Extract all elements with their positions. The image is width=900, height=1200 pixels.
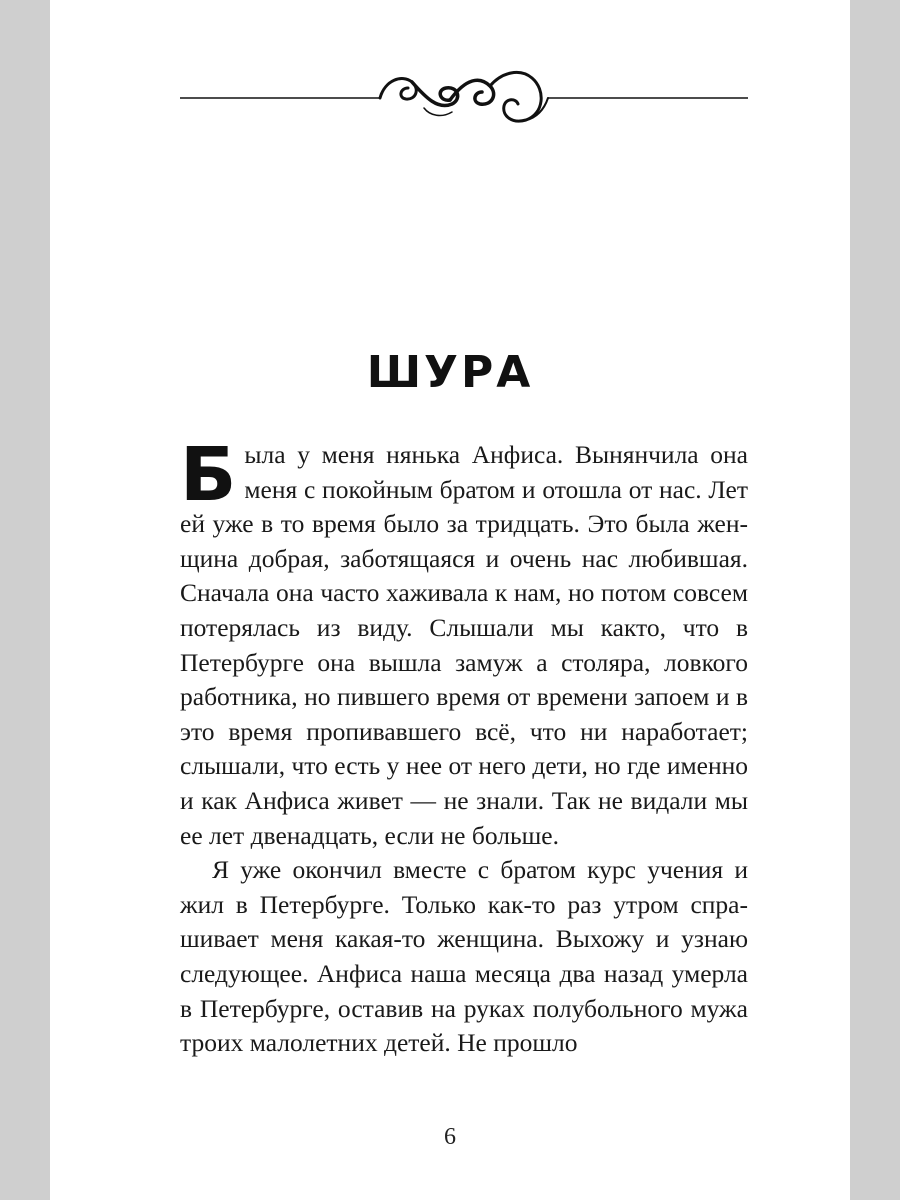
paragraph-2: Я уже окончил вместе с братом курс учения и жил в Петербурге. Только как-то раз утром спрашивает меня какая-то женщина. Выхожу и узнаю следующее. Анфиса наша месяца два назад умерла в Петербурге, оставив на руках полубольного мужа троих малолетних детей. Не прошло [180, 855, 748, 1058]
paragraph-1-text: ыла у меня нянька Анфиса. Вынянчила она меня с покойным братом и отошла от нас. Лет ей уже в то время было за тридцать. Это была женщина добрая, заботящаяся и очень нас любившая. Сначала она часто хаживала к нам, но потом совсем потерялась из виду. Слышали мы както, что в Петербурге она вышла замуж а столяра, ловкого работника, но пившего время от времени запоем и в это время пропивавшего всё, что ни наработает; слышали, что есть у нее от него дети, но где именно и как Анфиса живет — не знали. Так не видали мы ее лет двенадцать, если не больше. [180, 440, 748, 850]
body-text [180, 432, 748, 1061]
flourish-ornament-icon [180, 58, 748, 128]
chapter-title: ШУРА [366, 347, 534, 398]
paragraph-1 [180, 432, 748, 853]
page-number: 6 [444, 1124, 456, 1150]
drop-cap: Б [180, 432, 237, 518]
book-page [50, 0, 850, 1200]
